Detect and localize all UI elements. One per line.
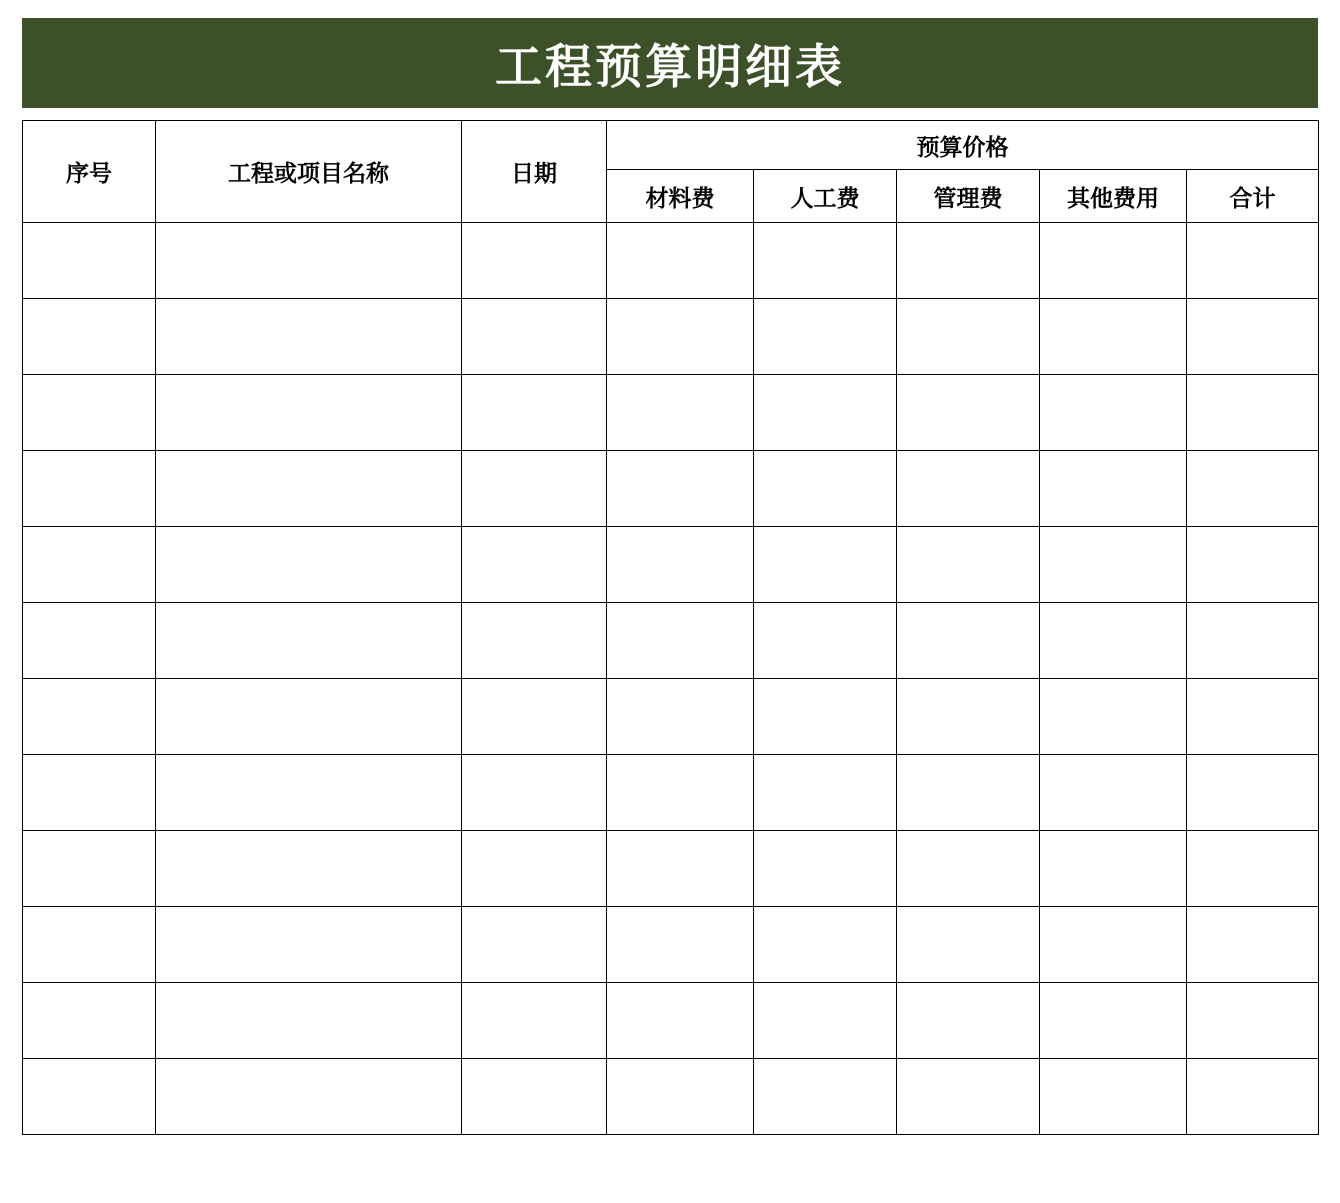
cell-seq[interactable] <box>23 223 156 299</box>
cell-seq[interactable] <box>23 299 156 375</box>
table-row <box>23 603 1319 679</box>
table-row <box>23 223 1319 299</box>
cell-total[interactable] <box>1187 223 1319 299</box>
cell-total[interactable] <box>1187 375 1319 451</box>
cell-management[interactable] <box>897 679 1040 755</box>
cell-total[interactable] <box>1187 831 1319 907</box>
cell-labor[interactable] <box>754 299 897 375</box>
cell-name[interactable] <box>156 831 462 907</box>
budget-table <box>22 120 1319 1135</box>
cell-material[interactable] <box>607 603 754 679</box>
cell-date[interactable] <box>462 451 607 527</box>
cell-name[interactable] <box>156 983 462 1059</box>
cell-management[interactable] <box>897 1059 1040 1135</box>
cell-date[interactable] <box>462 299 607 375</box>
cell-labor[interactable] <box>754 755 897 831</box>
cell-material[interactable] <box>607 831 754 907</box>
cell-management[interactable] <box>897 451 1040 527</box>
cell-seq[interactable] <box>23 451 156 527</box>
cell-material[interactable] <box>607 755 754 831</box>
cell-total[interactable] <box>1187 527 1319 603</box>
table-row <box>23 831 1319 907</box>
cell-labor[interactable] <box>754 831 897 907</box>
column-header-budget-price-group: 预算价格 <box>607 121 1319 170</box>
cell-other[interactable] <box>1040 907 1187 983</box>
cell-seq[interactable] <box>23 831 156 907</box>
cell-management[interactable] <box>897 299 1040 375</box>
table-row <box>23 1059 1319 1135</box>
column-header-material-fee: 材料费 <box>607 170 754 223</box>
table-row <box>23 983 1319 1059</box>
table-row <box>23 375 1319 451</box>
cell-other[interactable] <box>1040 375 1187 451</box>
column-header-management-fee: 管理费 <box>897 170 1040 223</box>
cell-material[interactable] <box>607 223 754 299</box>
cell-other[interactable] <box>1040 755 1187 831</box>
cell-material[interactable] <box>607 527 754 603</box>
column-header-seq: 序号 <box>23 121 156 223</box>
cell-name[interactable] <box>156 375 462 451</box>
cell-name[interactable] <box>156 755 462 831</box>
cell-date[interactable] <box>462 527 607 603</box>
cell-labor[interactable] <box>754 375 897 451</box>
cell-total[interactable] <box>1187 679 1319 755</box>
cell-name[interactable] <box>156 679 462 755</box>
cell-seq[interactable] <box>23 755 156 831</box>
cell-other[interactable] <box>1040 299 1187 375</box>
cell-name[interactable] <box>156 223 462 299</box>
cell-seq[interactable] <box>23 679 156 755</box>
cell-name[interactable] <box>156 603 462 679</box>
cell-labor[interactable] <box>754 527 897 603</box>
cell-other[interactable] <box>1040 527 1187 603</box>
cell-material[interactable] <box>607 679 754 755</box>
cell-labor[interactable] <box>754 679 897 755</box>
cell-date[interactable] <box>462 831 607 907</box>
table-header <box>23 121 1319 223</box>
cell-labor[interactable] <box>754 907 897 983</box>
header-row-top <box>23 121 1319 170</box>
cell-name[interactable] <box>156 1059 462 1135</box>
cell-name[interactable] <box>156 451 462 527</box>
cell-other[interactable] <box>1040 831 1187 907</box>
cell-seq[interactable] <box>23 1059 156 1135</box>
cell-name[interactable] <box>156 299 462 375</box>
cell-labor[interactable] <box>754 1059 897 1135</box>
cell-material[interactable] <box>607 907 754 983</box>
cell-management[interactable] <box>897 907 1040 983</box>
cell-total[interactable] <box>1187 451 1319 527</box>
cell-total[interactable] <box>1187 603 1319 679</box>
cell-date[interactable] <box>462 223 607 299</box>
cell-seq[interactable] <box>23 375 156 451</box>
cell-labor[interactable] <box>754 603 897 679</box>
cell-material[interactable] <box>607 451 754 527</box>
cell-management[interactable] <box>897 527 1040 603</box>
cell-other[interactable] <box>1040 679 1187 755</box>
cell-date[interactable] <box>462 907 607 983</box>
cell-total[interactable] <box>1187 907 1319 983</box>
cell-labor[interactable] <box>754 983 897 1059</box>
cell-management[interactable] <box>897 223 1040 299</box>
cell-date[interactable] <box>462 679 607 755</box>
cell-date[interactable] <box>462 375 607 451</box>
table-row <box>23 451 1319 527</box>
cell-date[interactable] <box>462 983 607 1059</box>
column-header-total: 合计 <box>1187 170 1319 223</box>
table-row <box>23 527 1319 603</box>
table-body <box>23 223 1319 1135</box>
table-row <box>23 679 1319 755</box>
table-row <box>23 299 1319 375</box>
cell-seq[interactable] <box>23 603 156 679</box>
cell-material[interactable] <box>607 1059 754 1135</box>
cell-seq[interactable] <box>23 983 156 1059</box>
cell-other[interactable] <box>1040 1059 1187 1135</box>
cell-total[interactable] <box>1187 1059 1319 1135</box>
cell-other[interactable] <box>1040 451 1187 527</box>
cell-management[interactable] <box>897 375 1040 451</box>
page-title: 工程预算明细表 <box>495 39 845 95</box>
cell-labor[interactable] <box>754 451 897 527</box>
table-row <box>23 755 1319 831</box>
cell-management[interactable] <box>897 983 1040 1059</box>
cell-management[interactable] <box>897 831 1040 907</box>
cell-total[interactable] <box>1187 299 1319 375</box>
cell-management[interactable] <box>897 755 1040 831</box>
cell-management[interactable] <box>897 603 1040 679</box>
column-header-name: 工程或项目名称 <box>156 121 462 223</box>
cell-name[interactable] <box>156 527 462 603</box>
cell-date[interactable] <box>462 755 607 831</box>
cell-other[interactable] <box>1040 223 1187 299</box>
cell-material[interactable] <box>607 983 754 1059</box>
cell-total[interactable] <box>1187 983 1319 1059</box>
cell-name[interactable] <box>156 907 462 983</box>
column-header-labor-fee: 人工费 <box>754 170 897 223</box>
table-row <box>23 907 1319 983</box>
column-header-date: 日期 <box>462 121 607 223</box>
column-header-other-fee: 其他费用 <box>1040 170 1187 223</box>
cell-seq[interactable] <box>23 527 156 603</box>
cell-other[interactable] <box>1040 983 1187 1059</box>
cell-other[interactable] <box>1040 603 1187 679</box>
cell-material[interactable] <box>607 375 754 451</box>
document-title-bar <box>22 18 1318 108</box>
cell-material[interactable] <box>607 299 754 375</box>
cell-seq[interactable] <box>23 907 156 983</box>
cell-date[interactable] <box>462 603 607 679</box>
cell-labor[interactable] <box>754 223 897 299</box>
cell-date[interactable] <box>462 1059 607 1135</box>
cell-total[interactable] <box>1187 755 1319 831</box>
